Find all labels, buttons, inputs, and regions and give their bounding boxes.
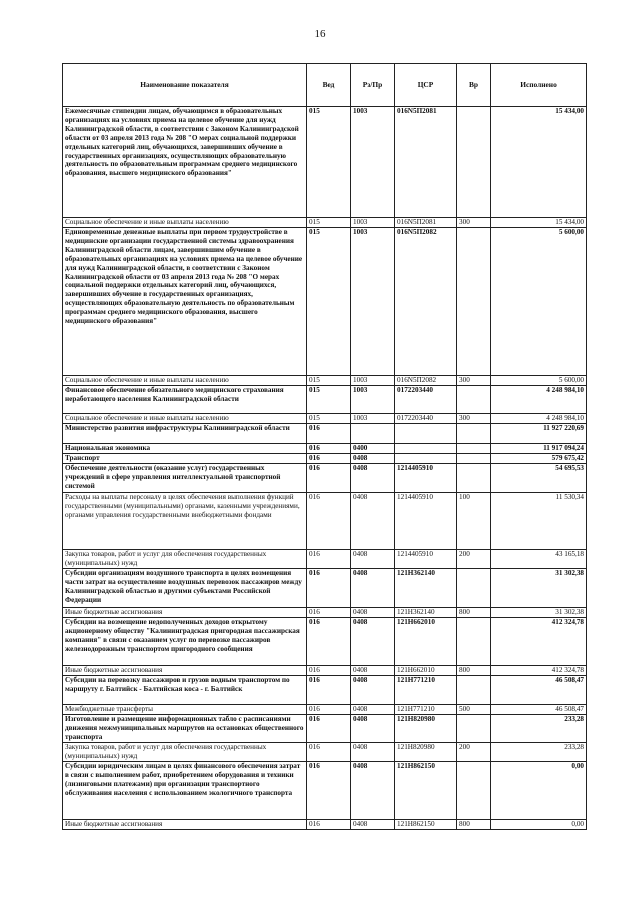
table-row xyxy=(63,414,587,424)
header-vr: Вр xyxy=(457,64,491,107)
cell-name: Субсидии организациям воздушного транспорта в целях возмещения части затрат на осуществление воздушных перевозок пассажиров между Калининградской областью и другими субъектами Российской Федерации xyxy=(63,569,307,608)
cell-rz: 0408 xyxy=(351,569,395,608)
table-row xyxy=(63,493,587,550)
cell-sum: 31 302,38 xyxy=(491,608,587,618)
cell-sum: 11 530,34 xyxy=(491,493,587,550)
cell-name: Изготовление и размещение информационных табло с расписаниями движения межмуниципальных маршрутов на остановках общественного транспорта xyxy=(63,714,307,742)
cell-ved: 016 xyxy=(307,608,351,618)
table-row xyxy=(63,704,587,714)
cell-vr: 500 xyxy=(457,704,491,714)
table-row xyxy=(63,569,587,608)
table-row xyxy=(63,454,587,464)
cell-name: Иные бюджетные ассигнования xyxy=(63,665,307,675)
cell-rz: 0408 xyxy=(351,704,395,714)
cell-rz: 1003 xyxy=(351,386,395,414)
table-row xyxy=(63,819,587,829)
cell-csr: 121Н662010 xyxy=(395,665,457,675)
cell-name: Национальная экономика xyxy=(63,444,307,454)
table-row xyxy=(63,386,587,414)
cell-csr: 121Н771210 xyxy=(395,675,457,704)
cell-ved: 016 xyxy=(307,617,351,665)
cell-csr: 121Н771210 xyxy=(395,704,457,714)
cell-ved: 016 xyxy=(307,444,351,454)
cell-csr: 016N5П2081 xyxy=(395,218,457,228)
cell-sum: 4 248 984,10 xyxy=(491,414,587,424)
cell-rz: 1003 xyxy=(351,376,395,386)
cell-vr: 300 xyxy=(457,414,491,424)
cell-rz: 1003 xyxy=(351,228,395,376)
cell-rz: 1003 xyxy=(351,218,395,228)
cell-csr: 016N5П2082 xyxy=(395,376,457,386)
cell-rz: 0408 xyxy=(351,665,395,675)
table-row xyxy=(63,107,587,218)
cell-vr xyxy=(457,617,491,665)
cell-rz: 0408 xyxy=(351,493,395,550)
cell-ved: 016 xyxy=(307,675,351,704)
cell-sum: 46 508,47 xyxy=(491,704,587,714)
cell-csr: 016N5П2082 xyxy=(395,228,457,376)
cell-vr: 800 xyxy=(457,665,491,675)
cell-name: Социальное обеспечение и иные выплаты населению xyxy=(63,376,307,386)
cell-vr xyxy=(457,444,491,454)
cell-sum: 0,00 xyxy=(491,761,587,819)
cell-ved: 016 xyxy=(307,761,351,819)
cell-name: Иные бюджетные ассигнования xyxy=(63,819,307,829)
table-row xyxy=(63,376,587,386)
cell-name: Финансовое обеспечение обязательного медицинского страхования неработающего населения Калининградской области xyxy=(63,386,307,414)
budget-table xyxy=(62,63,587,830)
cell-rz: 0408 xyxy=(351,617,395,665)
table-row xyxy=(63,665,587,675)
cell-sum: 579 675,42 xyxy=(491,454,587,464)
cell-vr xyxy=(457,761,491,819)
cell-rz: 0408 xyxy=(351,675,395,704)
table-row xyxy=(63,424,587,444)
cell-vr xyxy=(457,107,491,218)
table-row xyxy=(63,550,587,569)
cell-name: Субсидии на перевозку пассажиров и грузов водным транспортом по маршруту г. Балтийск - Балтийская коса - г. Балтийск xyxy=(63,675,307,704)
cell-sum: 43 165,18 xyxy=(491,550,587,569)
cell-csr: 121Н820980 xyxy=(395,742,457,761)
cell-sum: 0,00 xyxy=(491,819,587,829)
cell-rz: 0408 xyxy=(351,819,395,829)
cell-rz: 0408 xyxy=(351,761,395,819)
cell-sum: 46 508,47 xyxy=(491,675,587,704)
cell-sum: 412 324,78 xyxy=(491,617,587,665)
table-row xyxy=(63,617,587,665)
cell-vr: 300 xyxy=(457,376,491,386)
cell-csr: 0172203440 xyxy=(395,414,457,424)
cell-sum: 233,28 xyxy=(491,742,587,761)
cell-vr xyxy=(457,464,491,493)
table-row xyxy=(63,675,587,704)
cell-ved: 015 xyxy=(307,228,351,376)
cell-csr xyxy=(395,444,457,454)
table-row xyxy=(63,218,587,228)
cell-ved: 016 xyxy=(307,493,351,550)
cell-name: Единовременные денежные выплаты при первом трудоустройстве в медицинские организации государственной системы здравоохранения Калининградской области лицам, завершившим обучение в образовательных организациях на условиях приема на целевое обучение для нужд Калининградской области, в соответствии с Законом Калининградской области от 03 апреля 2013 года № 208 "О мерах социальной поддержки отдельных категорий лиц, обучающихся, завершивших обучение в государственных организациях, осуществляющих образовательную деятельность по образовательным программам среднего медицинского образования, высшего медицинского образования" xyxy=(63,228,307,376)
cell-sum: 5 600,00 xyxy=(491,228,587,376)
cell-name: Закупка товаров, работ и услуг для обеспечения государственных (муниципальных) нужд xyxy=(63,550,307,569)
cell-vr: 300 xyxy=(457,218,491,228)
cell-ved: 015 xyxy=(307,218,351,228)
cell-csr: 0172203440 xyxy=(395,386,457,414)
cell-vr xyxy=(457,454,491,464)
cell-ved: 016 xyxy=(307,454,351,464)
cell-vr xyxy=(457,386,491,414)
cell-rz: 0408 xyxy=(351,742,395,761)
cell-csr: 121Н362140 xyxy=(395,569,457,608)
cell-ved: 016 xyxy=(307,714,351,742)
cell-vr: 800 xyxy=(457,608,491,618)
cell-sum: 233,28 xyxy=(491,714,587,742)
cell-csr: 121Н820980 xyxy=(395,714,457,742)
cell-sum: 5 600,00 xyxy=(491,376,587,386)
cell-csr: 121Н862150 xyxy=(395,819,457,829)
table-row xyxy=(63,742,587,761)
cell-ved: 016 xyxy=(307,704,351,714)
table-header-row xyxy=(63,64,587,107)
cell-ved: 015 xyxy=(307,107,351,218)
cell-name: Расходы на выплаты персоналу в целях обеспечения выполнения функций государственными (муниципальными) органами, казенными учреждениями, органами управления государственными внебюджетными фондами xyxy=(63,493,307,550)
table-row xyxy=(63,761,587,819)
cell-csr xyxy=(395,424,457,444)
cell-vr xyxy=(457,714,491,742)
cell-vr xyxy=(457,569,491,608)
cell-sum: 31 302,38 xyxy=(491,569,587,608)
cell-csr: 121Н362140 xyxy=(395,608,457,618)
cell-rz: 0400 xyxy=(351,444,395,454)
cell-rz: 0408 xyxy=(351,714,395,742)
table-body xyxy=(63,107,587,830)
cell-csr xyxy=(395,454,457,464)
cell-name: Межбюджетные трансферты xyxy=(63,704,307,714)
cell-ved: 016 xyxy=(307,665,351,675)
cell-ved: 016 xyxy=(307,742,351,761)
cell-vr: 200 xyxy=(457,742,491,761)
cell-rz: 1003 xyxy=(351,414,395,424)
cell-rz: 0408 xyxy=(351,464,395,493)
cell-rz: 0408 xyxy=(351,550,395,569)
cell-ved: 015 xyxy=(307,376,351,386)
cell-vr: 800 xyxy=(457,819,491,829)
cell-sum: 11 917 094,24 xyxy=(491,444,587,454)
header-csr: ЦСР xyxy=(395,64,457,107)
cell-rz: 0408 xyxy=(351,608,395,618)
cell-name: Ежемесячные стипендии лицам, обучающимся в образовательных организациях на условиях приема на целевое обучение для нужд Калининградской области, в соответствии с Законом Калининградской области от 03 апреля 2013 года № 208 "О мерах социальной поддержки отдельных категорий лиц, обучающихся, завершивших обучение в государственных организациях, осуществляющих образовательную деятельность по образовательным программам среднего медицинского образования, высшего медицинского образования" xyxy=(63,107,307,218)
cell-csr: 1214405910 xyxy=(395,464,457,493)
cell-csr: 016N5П2081 xyxy=(395,107,457,218)
table-row xyxy=(63,464,587,493)
table-row xyxy=(63,228,587,376)
cell-vr xyxy=(457,228,491,376)
table-row xyxy=(63,444,587,454)
cell-rz xyxy=(351,424,395,444)
cell-sum: 4 248 984,10 xyxy=(491,386,587,414)
cell-name: Министерство развития инфраструктуры Калининградской области xyxy=(63,424,307,444)
cell-sum: 54 695,53 xyxy=(491,464,587,493)
cell-rz: 0408 xyxy=(351,454,395,464)
cell-rz: 1003 xyxy=(351,107,395,218)
cell-sum: 15 434,00 xyxy=(491,107,587,218)
cell-vr xyxy=(457,675,491,704)
cell-name: Иные бюджетные ассигнования xyxy=(63,608,307,618)
cell-ved: 016 xyxy=(307,569,351,608)
table-row xyxy=(63,714,587,742)
cell-sum: 412 324,78 xyxy=(491,665,587,675)
cell-name: Закупка товаров, работ и услуг для обеспечения государственных (муниципальных) нужд xyxy=(63,742,307,761)
cell-sum: 15 434,00 xyxy=(491,218,587,228)
table-row xyxy=(63,608,587,618)
header-rz: Рз/Пр xyxy=(351,64,395,107)
cell-name: Обеспечение деятельности (оказание услуг) государственных учреждений в сфере управления интеллектуальной транспортной системой xyxy=(63,464,307,493)
cell-ved: 016 xyxy=(307,819,351,829)
cell-name: Субсидии юридическим лицам в целях финансового обеспечения затрат в связи с выполнением работ, приобретением оборудования и техники (лизинговыми платежами) при организации транспортного обслуживания населения с использованием экологичного транспорта xyxy=(63,761,307,819)
cell-csr: 1214405910 xyxy=(395,493,457,550)
header-ved: Вед xyxy=(307,64,351,107)
header-name: Наименование показателя xyxy=(63,64,307,107)
cell-ved: 015 xyxy=(307,386,351,414)
cell-name: Социальное обеспечение и иные выплаты населению xyxy=(63,414,307,424)
cell-vr xyxy=(457,424,491,444)
cell-sum: 11 927 220,69 xyxy=(491,424,587,444)
cell-name: Субсидии на возмещение недополученных доходов открытому акционерному обществу "Калининградская пригородная пассажирская компания" в связи с оказанием услуг по перевозке пассажиров железнодорожным транспортом пригородного сообщения xyxy=(63,617,307,665)
cell-ved: 016 xyxy=(307,464,351,493)
header-sum: Исполнено xyxy=(491,64,587,107)
cell-ved: 016 xyxy=(307,550,351,569)
cell-ved: 016 xyxy=(307,424,351,444)
cell-ved: 015 xyxy=(307,414,351,424)
cell-vr: 200 xyxy=(457,550,491,569)
cell-name: Социальное обеспечение и иные выплаты населению xyxy=(63,218,307,228)
cell-vr: 100 xyxy=(457,493,491,550)
page-number: 16 xyxy=(314,28,326,40)
cell-csr: 121Н862150 xyxy=(395,761,457,819)
cell-csr: 1214405910 xyxy=(395,550,457,569)
cell-name: Транспорт xyxy=(63,454,307,464)
cell-csr: 121Н662010 xyxy=(395,617,457,665)
